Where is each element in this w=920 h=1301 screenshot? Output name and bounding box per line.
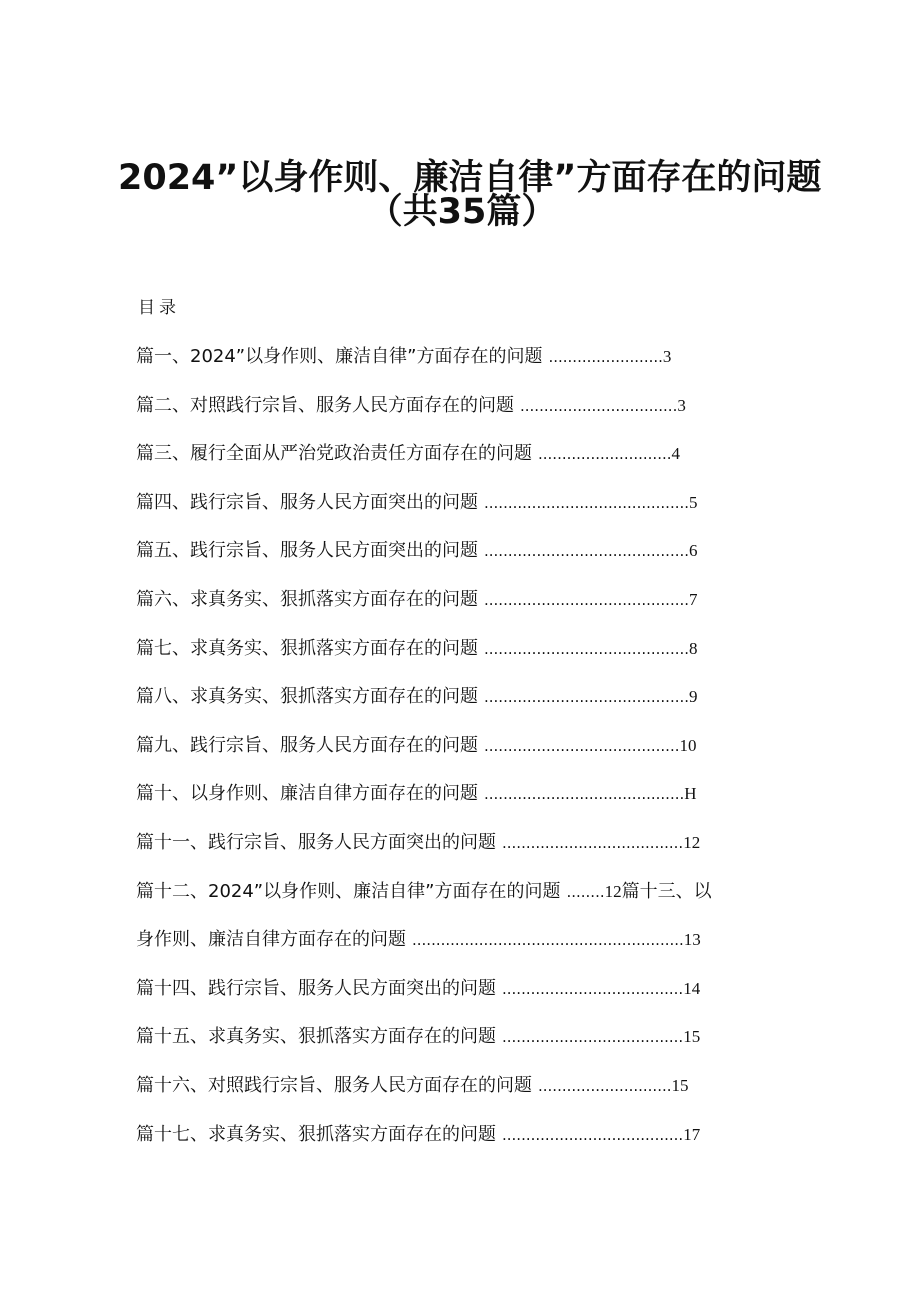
toc-leader-dots: ...................................... [502,833,684,852]
toc-entry-label: 篇十七、求真务实、狠抓落实方面存在的问题 [136,1123,496,1145]
toc-page-number: 3 [662,347,672,366]
toc-entry-label: 篇十、以身作则、廉洁自律方面存在的问题 [136,783,478,805]
toc-page-number: 8 [689,638,698,658]
toc-entry-label: 篇七、求真务实、狠抓落实方面存在的问题 [136,637,478,659]
toc-entry-label: 篇十四、践行宗旨、服务人民方面突出的问题 [136,977,496,999]
toc-entry-label: 篇一、2024”以身作则、廉洁自律”方面存在的问题 [136,346,543,367]
toc-leader-dots: .......................................... [484,785,685,804]
toc-leader-dots: ......................................... [484,736,680,755]
table-of-contents [136,344,792,1170]
toc-entry-8[interactable] [136,684,792,733]
toc-leader-dots: ...................................... [502,1028,684,1047]
toc-entry-13[interactable] [136,927,792,976]
toc-entry-label: 篇五、践行宗旨、服务人民方面突出的问题 [136,540,478,562]
toc-entry-17[interactable] [136,1122,792,1171]
toc-entry-5[interactable] [136,538,792,587]
toc-leader-dots: ........................................... [484,639,690,658]
toc-page-number: 9 [689,687,698,707]
toc-leader-dots: ........................................... [484,493,690,512]
toc-entry-label: 篇九、践行宗旨、服务人民方面存在的问题 [136,734,478,756]
toc-entry-9[interactable] [136,733,792,782]
toc-leader-dots: ...................................... [502,979,684,998]
toc-page-number: 17 [683,1124,701,1144]
toc-page-number: 14 [683,978,701,998]
toc-entry-12[interactable] [136,879,792,928]
toc-entry-15[interactable] [136,1024,792,1073]
toc-leader-dots: ........................................... [484,542,690,561]
toc-page-number: 7 [689,589,698,609]
toc-entry-label: 篇四、践行宗旨、服务人民方面突出的问题 [136,491,478,513]
toc-entry-label: 篇六、求真务实、狠抓落实方面存在的问题 [136,588,478,610]
toc-entry-label: 篇二、对照践行宗旨、服务人民方面存在的问题 [136,394,514,416]
toc-entry-1[interactable] [136,344,792,393]
toc-leader-dots: ...................................... [502,1125,684,1144]
toc-entry-6[interactable] [136,587,792,636]
toc-page-number: 4 [671,444,681,464]
subtitle-text: （共35篇） [367,192,557,232]
toc-entry-10[interactable] [136,781,792,830]
toc-entry-label: 篇十五、求真务实、狠抓落实方面存在的问题 [136,1026,496,1048]
toc-leader-dots: ......................................................... [412,931,684,950]
toc-page-number: H [684,784,697,804]
toc-leader-dots: ........................................... [484,688,690,707]
toc-page-number: 3 [677,395,686,415]
toc-page-number: 13 [683,930,701,950]
toc-page-number: 10 [679,735,697,755]
toc-heading: 目录 [138,298,180,318]
toc-leader-dots: ................................. [520,396,678,415]
toc-leader-dots: ........ [566,882,605,901]
toc-page-number: 12 [604,881,622,901]
toc-leader-dots: ........................................... [484,590,690,609]
toc-entry-label: 身作则、廉洁自律方面存在的问题 [136,929,406,951]
toc-entry-label: 篇十六、对照践行宗旨、服务人民方面存在的问题 [136,1074,532,1096]
toc-entry-7[interactable] [136,636,792,685]
toc-entry-continued-label: 篇十三、以 [621,880,712,902]
toc-entry-label: 篇十二、2024”以身作则、廉洁自律”方面存在的问题 [136,880,561,902]
document-title: 2024”以身作则、廉洁自律”方面存在的问题 [118,158,822,198]
toc-leader-dots: ........................ [548,348,663,366]
toc-entry-label: 篇十一、践行宗旨、服务人民方面突出的问题 [136,831,496,853]
document-subtitle [0,186,920,238]
toc-entry-16[interactable] [136,1073,792,1122]
toc-page-number: 12 [683,832,701,852]
toc-leader-dots: ............................ [538,445,672,464]
toc-entry-14[interactable] [136,976,792,1025]
toc-page-number: 15 [683,1027,701,1047]
toc-page-number: 15 [671,1075,689,1095]
toc-entry-label: 篇三、履行全面从严治党政治责任方面存在的问题 [136,443,532,465]
toc-leader-dots: ............................ [538,1076,672,1095]
toc-entry-11[interactable] [136,830,792,879]
toc-page-number: 6 [689,541,698,561]
toc-entry-4[interactable] [136,490,792,539]
toc-page-number: 5 [689,492,698,512]
toc-entry-3[interactable] [136,441,792,490]
toc-entry-2[interactable] [136,393,792,442]
toc-entry-label: 篇八、求真务实、狠抓落实方面存在的问题 [136,686,478,708]
